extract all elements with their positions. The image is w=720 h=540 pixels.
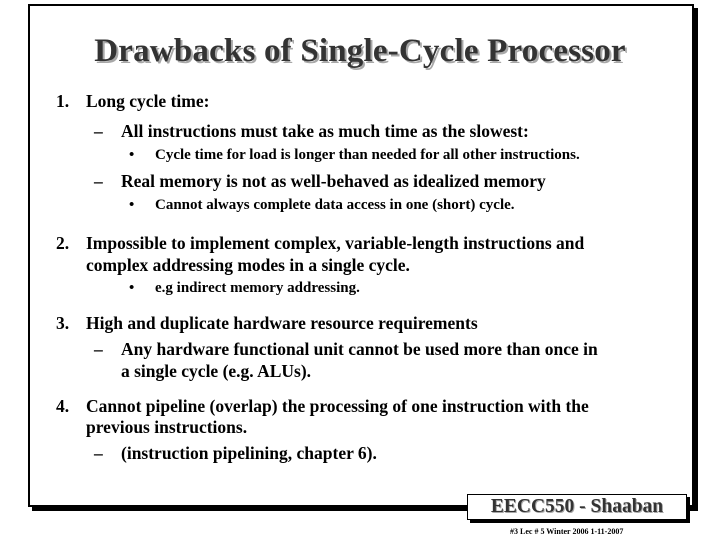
footer-title: EECC550 - Shaaban (490, 496, 664, 517)
footer-title-box (467, 494, 687, 520)
slide-title: Drawbacks of Single-Cycle Processor (94, 33, 626, 69)
item-1-sub-1-dash: – (94, 121, 103, 141)
item-4-dash: – (94, 443, 103, 463)
item-2-bullet: • (129, 280, 135, 296)
item-3-number: 3. (56, 313, 70, 333)
item-1-sub-2-bullet-text: Cannot always complete data access in one (short) cycle. (155, 197, 515, 213)
item-2-line-1: Impossible to implement complex, variable-length instructions and (86, 233, 585, 253)
item-1-sub-2-dash: – (94, 171, 103, 191)
item-1-text: Long cycle time: (86, 91, 210, 111)
item-1-sub-1-bullet: • (129, 147, 135, 163)
item-4-line-2: previous instructions. (86, 417, 248, 437)
item-3-sub-line-2: a single cycle (e.g. ALUs). (121, 361, 312, 381)
item-4-number: 4. (56, 396, 70, 416)
item-1-sub-2-text: Real memory is not as well-behaved as idealized memory (121, 171, 546, 191)
item-1-sub-1-bullet-text: Cycle time for load is longer than needed for all other instructions. (155, 147, 580, 163)
item-3-text: High and duplicate hardware resource requirements (86, 313, 478, 333)
item-3-sub-line-1: Any hardware functional unit cannot be used more than once in (121, 339, 598, 359)
item-1-sub-2-bullet: • (129, 197, 135, 213)
footer-subtitle: #3 Lec # 5 Winter 2006 1-11-2007 (510, 527, 624, 536)
item-4-sub-text: (instruction pipelining, chapter 6). (121, 443, 377, 463)
item-3-dash: – (94, 339, 103, 359)
item-2-number: 2. (56, 233, 70, 253)
item-2-bullet-text: e.g indirect memory addressing. (155, 280, 360, 296)
item-1-number: 1. (56, 91, 70, 111)
item-4-line-1: Cannot pipeline (overlap) the processing of one instruction with the (86, 396, 589, 416)
item-1-sub-1-text: All instructions must take as much time as the slowest: (121, 121, 529, 141)
item-2-line-2: complex addressing modes in a single cycle. (86, 255, 410, 275)
